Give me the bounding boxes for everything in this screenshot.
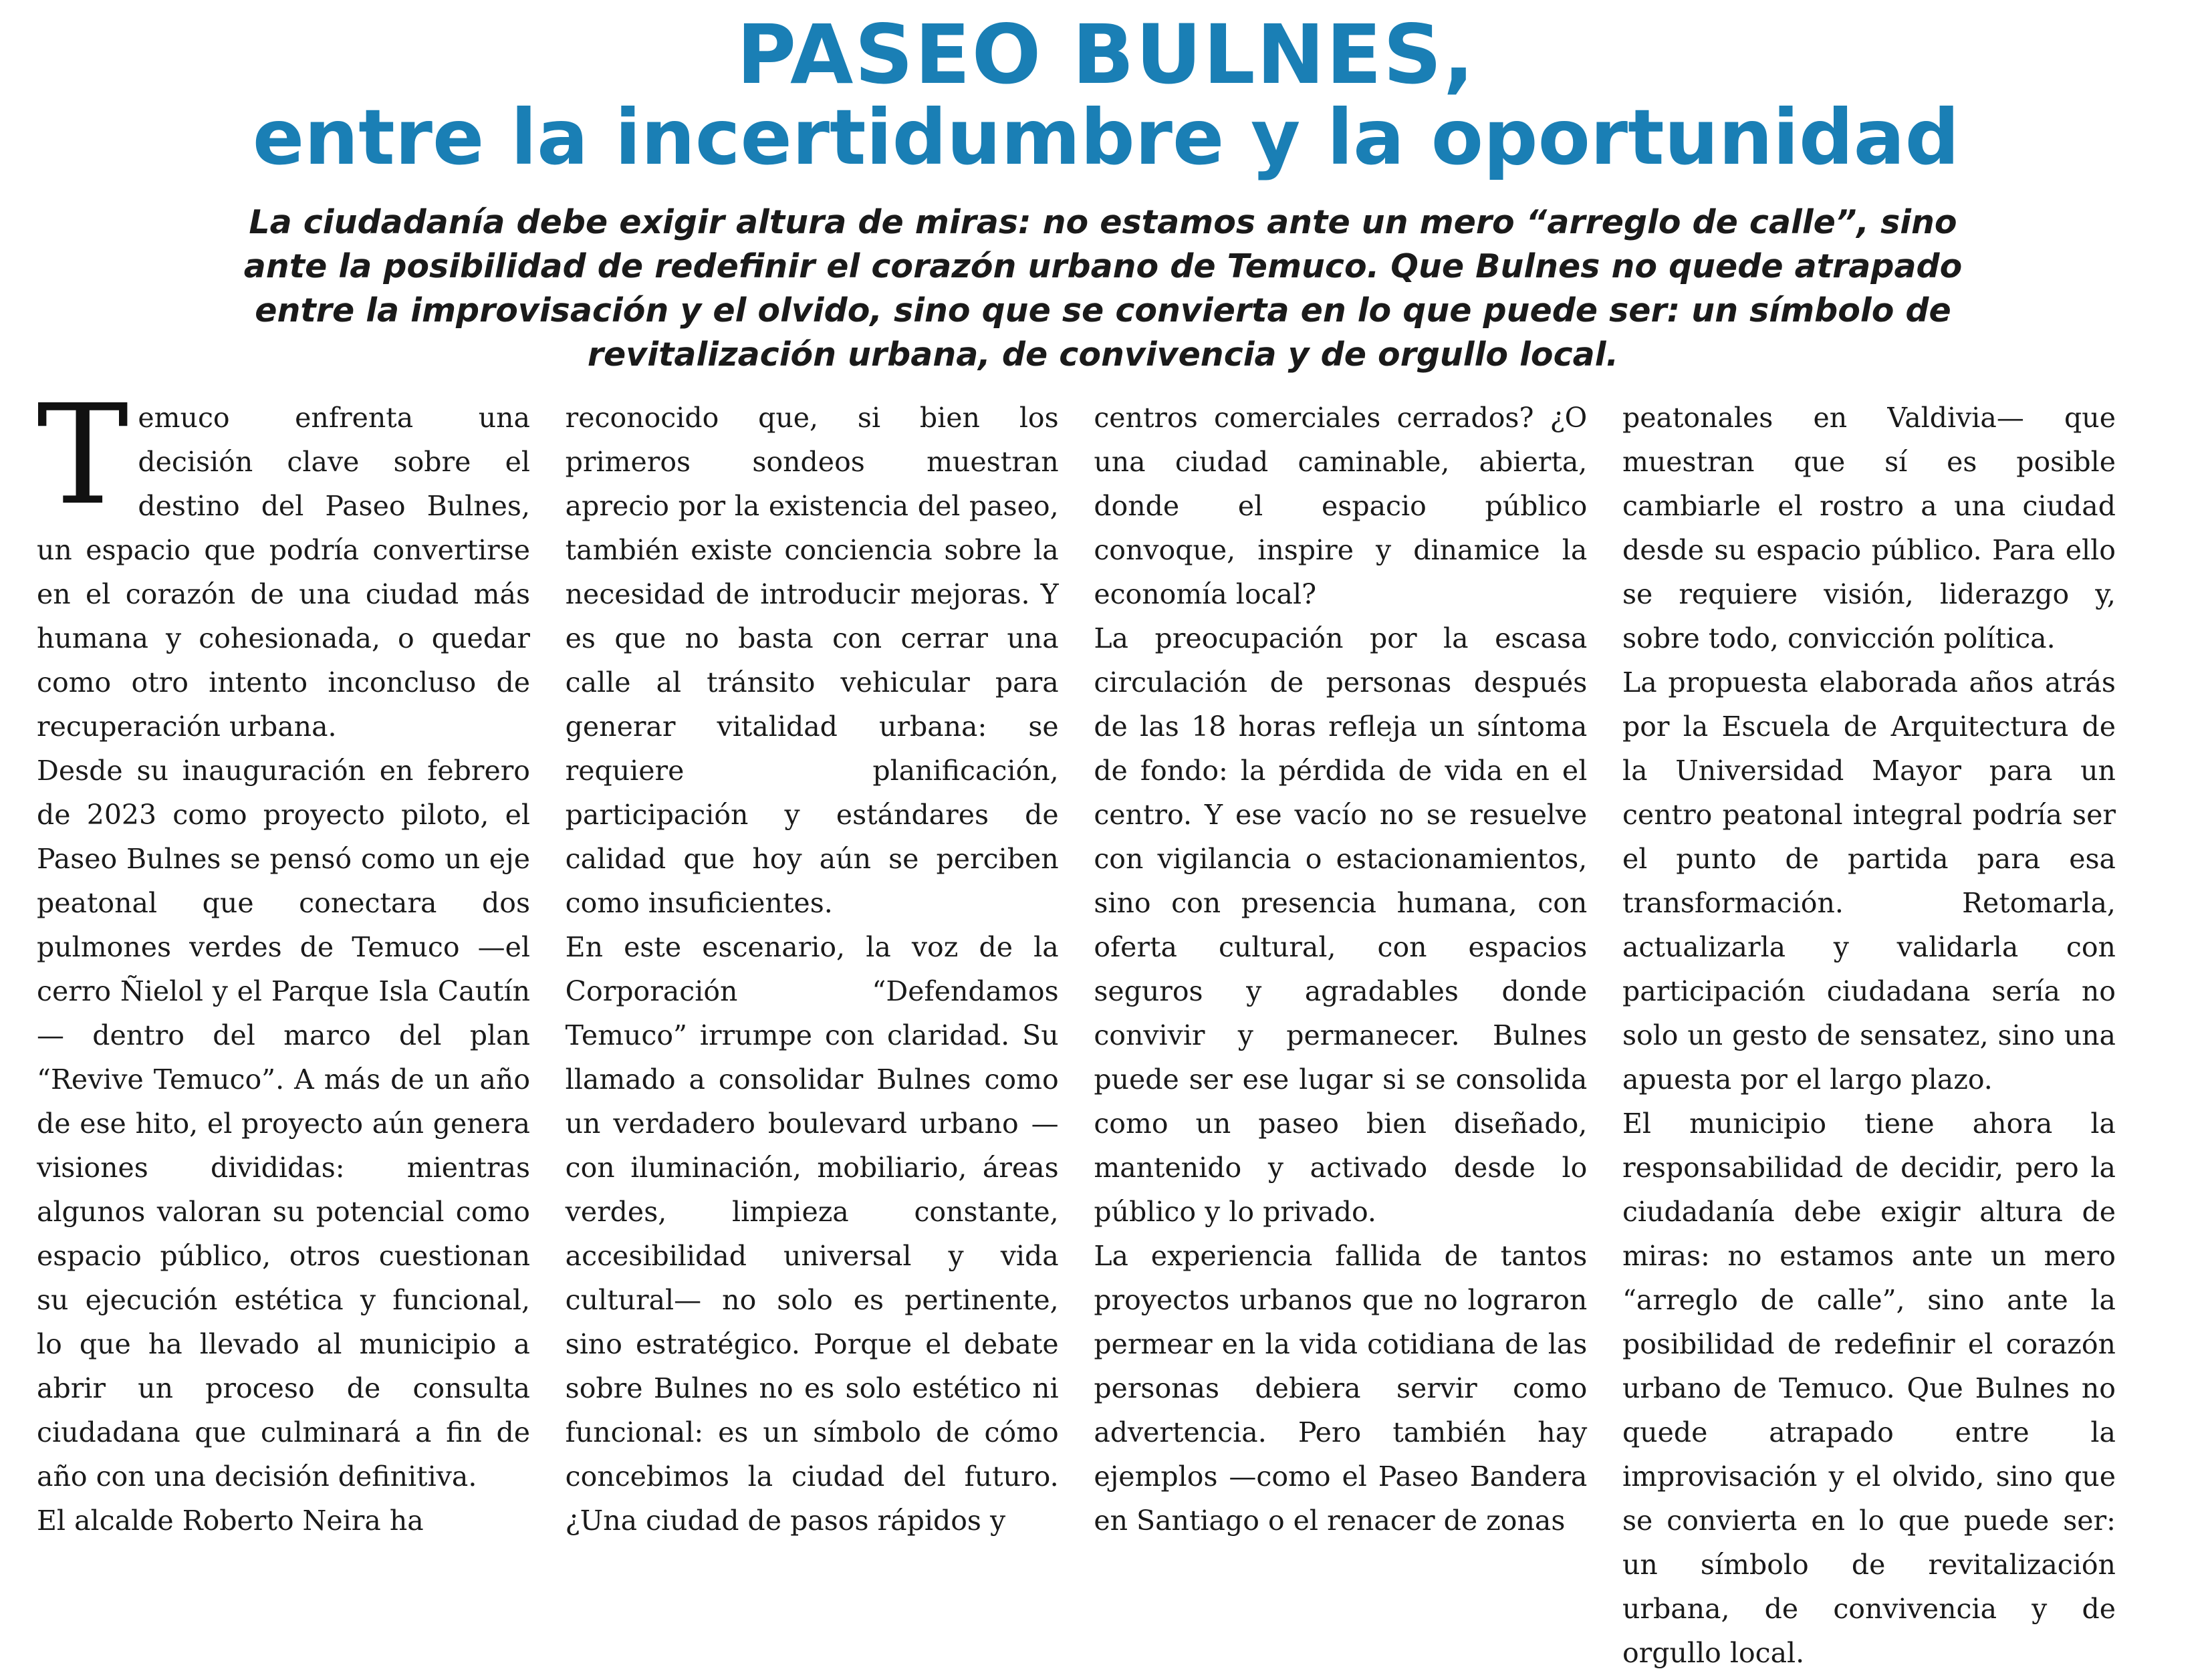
headline-line-1: PASEO BULNES, <box>736 7 1476 102</box>
article-paragraph: Desde su inauguración en febrero de 2023 como proyecto piloto, el Paseo Bulnes se pensó como un eje peatonal que conectara dos pulmones verdes de Temuco —el cerro Ñielol y el Parque Isla Cautín— dentro del marco del plan “Revive Temuco”. A más de un año de ese hito, el proyecto aún genera visiones divididas: mientras algunos valoran su potencial como espacio público, otros cuestionan su ejecución estética y funcional, lo que ha llevado al municipio a abrir un proceso de consulta ciudadana que culminará a fin de año con una decisión definitiva. <box>37 755 530 1493</box>
headline-line-2: entre la incertidumbre y la oportunidad <box>252 93 1960 182</box>
drop-cap: T <box>37 375 129 535</box>
article-paragraph: La experiencia fallida de tantos proyectos urbanos que no lograron permear en la vida cotidiana de las personas debiera servir como advertencia. Pero también hay ejemplos —como el Paseo Bandera en Santiago o el renacer de zonas <box>1094 1240 1588 1537</box>
article-paragraph: peatonales en Valdivia— que muestran que sí es posible cambiarle el rostro a una ciudad desde su espacio público. Para ello se requiere visión, liderazgo y, sobre todo, convicción política. <box>1622 402 2116 654</box>
article-paragraph: El municipio tiene ahora la responsabilidad de decidir, pero la ciudadanía debe exigir altura de miras: no estamos ante un mero “arreglo de calle”, sino ante la posibilidad de redefinir el corazón urbano de Temuco. Que Bulnes no quede atrapado entre la improvisación y el olvido, sino que se convierta en lo que puede ser: un símbolo de revitalización urbana, de convivencia y de orgullo local. <box>1622 1108 2116 1669</box>
article-paragraph: El alcalde Roberto Neira ha <box>37 1505 424 1537</box>
article-paragraph: En este escenario, la voz de la Corporación “Defendamos Temuco” irrumpe con claridad. Su llamado a consolidar Bulnes como un verdadero boulevard urbano —con iluminación, mobiliario, áreas verdes, limpieza constante, accesibilidad universal y vida cultural— no solo es pertinente, sino estratégico. Porque el debate sobre Bulnes no es solo estético ni funcional: es un símbolo de cómo concebimos la ciudad del futuro. ¿Una ciudad de pasos rápidos y <box>565 931 1059 1537</box>
article-paragraph: La preocupación por la escasa circulación de personas después de las 18 horas refleja un síntoma de fondo: la pérdida de vida en el centro. Y ese vacío no se resuelve con vigilancia o estacionamientos, sino con presencia humana, con oferta cultural, con espacios seguros y agradables donde convivir y permanecer. Bulnes puede ser ese lugar si se consolida como un paseo bien diseñado, mantenido y activado desde lo público y lo privado. <box>1094 622 1588 1228</box>
article-deck: La ciudadanía debe exigir altura de miras: no estamos ante un mero “arreglo de calle”, sino ante la posibilidad de redefinir el corazón urbano de Temuco. Que Bulnes no quede atrapado entre la improvisación y el olvido, sino que se convierta en lo que puede ser: un símbolo de revitalización urbana, de convivencia y de orgullo local. <box>243 203 1963 374</box>
article-column-2 <box>566 396 1059 1572</box>
article-column-4 <box>1622 396 2116 1669</box>
article-paragraph: Temuco enfrenta una decisión clave sobre el destino del Paseo Bulnes, un espacio que podría convertirse en el corazón de una ciudad más humana y cohesionada, o quedar como otro intento inconcluso de recuperación urbana. <box>37 375 530 743</box>
article-paragraph: reconocido que, si bien los primeros sondeos muestran aprecio por la existencia del paseo, también existe conciencia sobre la necesidad de introducir mejoras. Y es que no basta con cerrar una calle al tránsito vehicular para generar vitalidad urbana: se requiere planificación, participación y estándares de calidad que hoy aún se perciben como insuficientes. <box>565 402 1059 919</box>
article-column-3 <box>1094 396 1587 1572</box>
article-paragraph: centros comerciales cerrados? ¿O una ciudad caminable, abierta, donde el espacio público convoque, inspire y dinamice la economía local? <box>1094 402 1588 610</box>
article-paragraph: La propuesta elaborada años atrás por la Escuela de Arquitectura de la Universidad Mayor para un centro peatonal integral podría ser el punto de partida para esa transformación. Retomarla, actualizarla y validarla con participación ciudadana sería no solo un gesto de sensatez, sino una apuesta por el largo plazo. <box>1622 666 2116 1096</box>
article-body <box>37 375 2116 1669</box>
article-column-1 <box>37 375 530 1572</box>
